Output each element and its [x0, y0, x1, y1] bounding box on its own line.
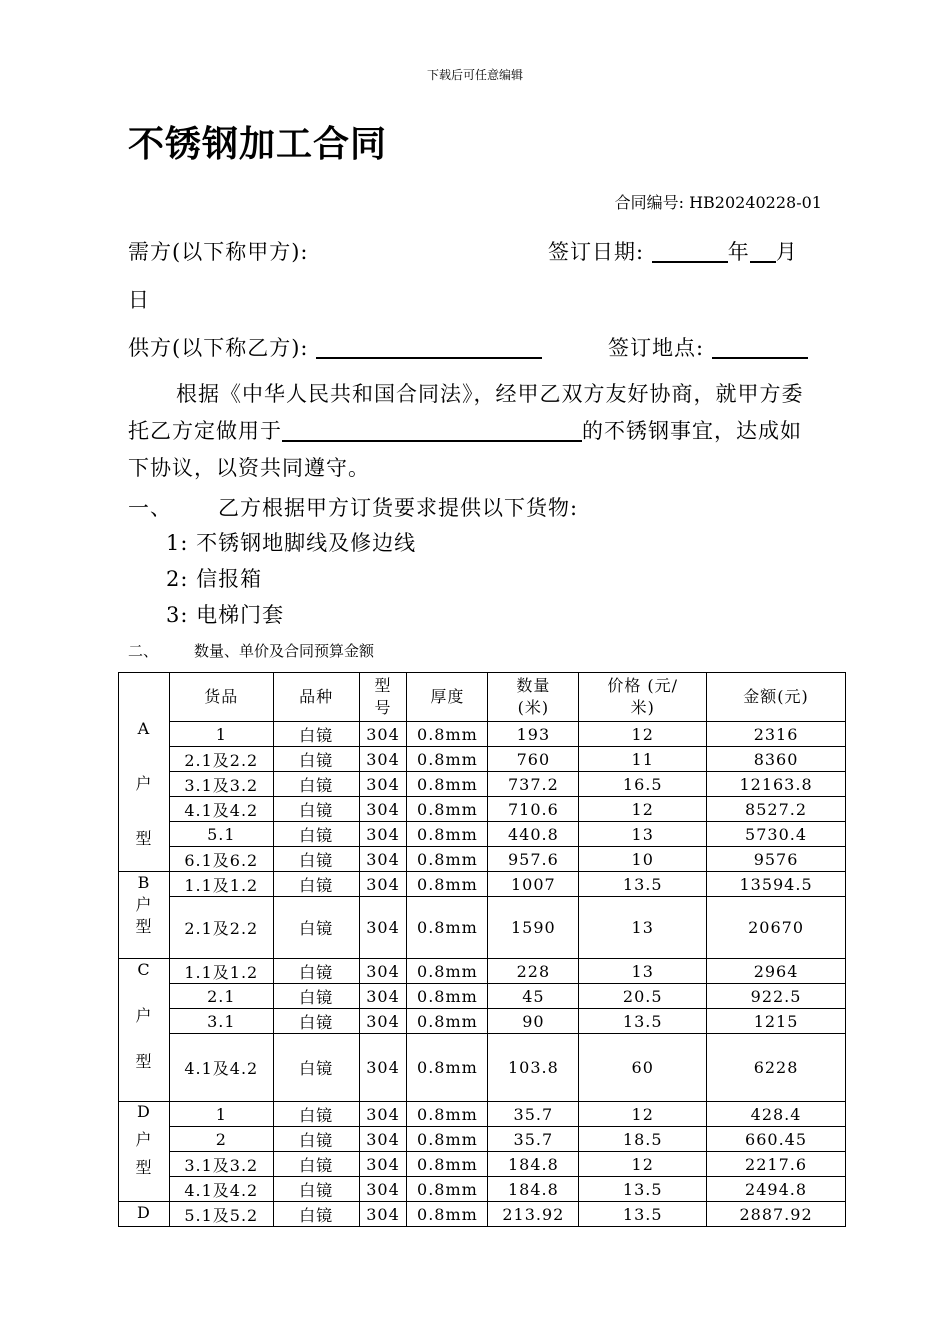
- intro-part1: 根据《中华人民共和国合同法》，经甲乙双方友好协商，就甲方委托乙方定做用于: [128, 382, 804, 443]
- table-cell: 922.5: [707, 984, 846, 1009]
- table-cell: 白镜: [273, 797, 359, 822]
- table-cell: 228: [488, 959, 579, 984]
- table-row: [119, 959, 846, 984]
- goods-table: [118, 672, 846, 1227]
- table-cell: 0.8mm: [407, 1202, 488, 1227]
- table-cell: 5.1及5.2: [169, 1202, 273, 1227]
- group-a-hu: 户: [135, 774, 153, 793]
- table-cell: 13.5: [579, 1202, 707, 1227]
- section1-text: 乙方根据甲方订货要求提供以下货物:: [218, 496, 579, 520]
- table-cell: 11: [579, 747, 707, 772]
- table-cell: 白镜: [273, 847, 359, 872]
- table-cell: 660.45: [707, 1127, 846, 1152]
- table-cell: 2316: [707, 722, 846, 747]
- table-cell: 0.8mm: [407, 1127, 488, 1152]
- table-cell: 0.8mm: [407, 747, 488, 772]
- table-row: [119, 747, 846, 772]
- table-cell: 0.8mm: [407, 797, 488, 822]
- table-cell: 184.8: [488, 1177, 579, 1202]
- table-cell: 710.6: [488, 797, 579, 822]
- table-cell: 13594.5: [707, 872, 846, 897]
- table-cell: 304: [359, 872, 407, 897]
- sign-date: [548, 236, 798, 266]
- table-cell: 304: [359, 1152, 407, 1177]
- table-cell: 304: [359, 959, 407, 984]
- table-cell: 白镜: [273, 822, 359, 847]
- table-cell: 304: [359, 847, 407, 872]
- table-row: [119, 1152, 846, 1177]
- table-row: [119, 1177, 846, 1202]
- table-cell: 0.8mm: [407, 959, 488, 984]
- party-b-blank[interactable]: [316, 337, 542, 359]
- section2-heading: [128, 640, 374, 661]
- page-header: 下载后可任意编辑: [426, 68, 523, 82]
- table-cell: 0.8mm: [407, 872, 488, 897]
- day-label: 日: [128, 288, 150, 312]
- sign-place-label: 签订地点:: [608, 336, 705, 360]
- table-cell: 13.5: [579, 1177, 707, 1202]
- table-cell: 白镜: [273, 897, 359, 959]
- table-cell: 957.6: [488, 847, 579, 872]
- table-cell: 0.8mm: [407, 1177, 488, 1202]
- table-cell: 304: [359, 1177, 407, 1202]
- table-cell: 304: [359, 984, 407, 1009]
- table-cell: 4.1及4.2: [169, 1034, 273, 1102]
- intro-part2: 的不锈钢事宜，达成如下协议，以资共同遵守。: [128, 419, 802, 480]
- header-thickness: 厚度: [407, 673, 488, 722]
- table-cell: 8360: [707, 747, 846, 772]
- table-cell: 10: [579, 847, 707, 872]
- table-cell: 13: [579, 897, 707, 959]
- table-cell: 2887.92: [707, 1202, 846, 1227]
- table-cell: 0.8mm: [407, 772, 488, 797]
- sign-place-blank[interactable]: [712, 337, 808, 359]
- table-cell: 9576: [707, 847, 846, 872]
- header-qty: 数量 (米): [488, 673, 579, 722]
- table-cell: 13: [579, 822, 707, 847]
- table-cell: 白镜: [273, 984, 359, 1009]
- table-cell: 4.1及4.2: [169, 1177, 273, 1202]
- table-cell: 3.1及3.2: [169, 772, 273, 797]
- table-cell: 13.5: [579, 1009, 707, 1034]
- table-cell: 90: [488, 1009, 579, 1034]
- table-row: [119, 984, 846, 1009]
- year-label: 年: [727, 240, 750, 264]
- group-a-cell: [119, 673, 170, 872]
- section1-item-3: 3: 电梯门套: [166, 603, 285, 627]
- table-cell: 13.5: [579, 872, 707, 897]
- party-b-label: 供方(以下称乙方):: [128, 336, 309, 360]
- table-cell: 0.8mm: [407, 1034, 488, 1102]
- table-cell: 3.1: [169, 1009, 273, 1034]
- table-cell: 304: [359, 722, 407, 747]
- table-cell: 白镜: [273, 1202, 359, 1227]
- table-cell: 0.8mm: [407, 1152, 488, 1177]
- table-cell: 304: [359, 747, 407, 772]
- table-cell: 0.8mm: [407, 722, 488, 747]
- table-cell: 0.8mm: [407, 1009, 488, 1034]
- table-cell: 12163.8: [707, 772, 846, 797]
- table-cell: 304: [359, 772, 407, 797]
- table-cell: 304: [359, 797, 407, 822]
- table-cell: 12: [579, 1152, 707, 1177]
- table-cell: 白镜: [273, 722, 359, 747]
- sign-date-label: 签订日期:: [548, 240, 645, 264]
- table-cell: 304: [359, 1127, 407, 1152]
- sign-place: [608, 332, 808, 362]
- table-cell: 4.1及4.2: [169, 797, 273, 822]
- table-cell: 18.5: [579, 1127, 707, 1152]
- table-cell: 1.1及1.2: [169, 872, 273, 897]
- group-d2-cell: D: [119, 1202, 170, 1227]
- table-cell: 60: [579, 1034, 707, 1102]
- contract-number: 合同编号: HB20240228-01: [614, 193, 822, 212]
- table-cell: 20670: [707, 897, 846, 959]
- table-cell: 213.92: [488, 1202, 579, 1227]
- table-cell: 白镜: [273, 1034, 359, 1102]
- table-cell: 白镜: [273, 1177, 359, 1202]
- table-cell: 304: [359, 1202, 407, 1227]
- month-label: 月: [775, 240, 798, 264]
- table-cell: 35.7: [488, 1127, 579, 1152]
- table-cell: 2.1及2.2: [169, 747, 273, 772]
- table-cell: 2.1及2.2: [169, 897, 273, 959]
- table-row: [119, 797, 846, 822]
- header-goods: 货品: [169, 673, 273, 722]
- table-cell: 35.7: [488, 1102, 579, 1127]
- table-cell: 白镜: [273, 1127, 359, 1152]
- table-cell: 16.5: [579, 772, 707, 797]
- table-cell: 白镜: [273, 747, 359, 772]
- table-cell: 20.5: [579, 984, 707, 1009]
- table-cell: 12: [579, 797, 707, 822]
- table-row: [119, 772, 846, 797]
- table-cell: 103.8: [488, 1034, 579, 1102]
- purpose-blank[interactable]: [282, 420, 582, 442]
- table-cell: 白镜: [273, 772, 359, 797]
- table-cell: 8527.2: [707, 797, 846, 822]
- party-a-label: 需方(以下称甲方):: [128, 240, 309, 264]
- header-price: 价格 (元/ 米): [579, 673, 707, 722]
- table-cell: 6228: [707, 1034, 846, 1102]
- section1-item-2: 2: 信报箱: [166, 567, 263, 591]
- table-cell: 12: [579, 722, 707, 747]
- table-cell: 2217.6: [707, 1152, 846, 1177]
- table-cell: 0.8mm: [407, 847, 488, 872]
- intro-paragraph: [128, 376, 822, 487]
- table-cell: 304: [359, 897, 407, 959]
- group-a-letter: A: [137, 719, 151, 738]
- table-cell: 白镜: [273, 1102, 359, 1127]
- table-cell: 2964: [707, 959, 846, 984]
- table-cell: 13: [579, 959, 707, 984]
- party-b: [128, 332, 542, 362]
- table-cell: 428.4: [707, 1102, 846, 1127]
- table-cell: 1590: [488, 897, 579, 959]
- header-variety: 品种: [273, 673, 359, 722]
- table-cell: 2: [169, 1127, 273, 1152]
- header-model: 型 号: [359, 673, 407, 722]
- table-cell: 白镜: [273, 1009, 359, 1034]
- month-blank[interactable]: [750, 241, 776, 263]
- section2-num: 二、: [128, 642, 159, 660]
- table-row: [119, 1202, 846, 1227]
- table-cell: 1.1及1.2: [169, 959, 273, 984]
- table-row: [119, 722, 846, 747]
- group-d1-cell: D 户 型: [119, 1102, 170, 1202]
- table-cell: 白镜: [273, 1152, 359, 1177]
- table-cell: 5730.4: [707, 822, 846, 847]
- table-cell: 0.8mm: [407, 1102, 488, 1127]
- table-cell: 0.8mm: [407, 984, 488, 1009]
- group-b-cell: B 户 型: [119, 872, 170, 959]
- table-cell: 白镜: [273, 872, 359, 897]
- section2-text: 数量、单价及合同预算金额: [194, 642, 375, 660]
- table-cell: 304: [359, 1102, 407, 1127]
- table-cell: 737.2: [488, 772, 579, 797]
- table-cell: 0.8mm: [407, 897, 488, 959]
- table-row: [119, 1034, 846, 1102]
- table-row: [119, 1009, 846, 1034]
- table-cell: 2.1: [169, 984, 273, 1009]
- table-cell: 193: [488, 722, 579, 747]
- table-cell: 1007: [488, 872, 579, 897]
- table-cell: 304: [359, 1034, 407, 1102]
- header-amount: 金额(元): [707, 673, 846, 722]
- table-row: [119, 847, 846, 872]
- table-cell: 45: [488, 984, 579, 1009]
- section1-heading: [128, 492, 578, 522]
- table-cell: 6.1及6.2: [169, 847, 273, 872]
- contract-title: 不锈钢加工合同: [128, 124, 388, 165]
- table-cell: 2494.8: [707, 1177, 846, 1202]
- table-row: [119, 1102, 846, 1127]
- table-row: [119, 872, 846, 897]
- table-header-row: [119, 673, 846, 722]
- table-cell: 白镜: [273, 959, 359, 984]
- section1-item-1: 1: 不锈钢地脚线及修边线: [166, 531, 417, 555]
- year-blank[interactable]: [652, 241, 728, 263]
- table-cell: 304: [359, 1009, 407, 1034]
- table-cell: 184.8: [488, 1152, 579, 1177]
- table-cell: 1: [169, 722, 273, 747]
- table-cell: 440.8: [488, 822, 579, 847]
- group-a-xing: 型: [135, 829, 153, 848]
- table-cell: 1: [169, 1102, 273, 1127]
- table-cell: 1215: [707, 1009, 846, 1034]
- table-cell: 3.1及3.2: [169, 1152, 273, 1177]
- table-cell: 0.8mm: [407, 822, 488, 847]
- section1-num: 一、: [128, 496, 172, 520]
- table-cell: 5.1: [169, 822, 273, 847]
- table-cell: 12: [579, 1102, 707, 1127]
- table-row: [119, 897, 846, 959]
- table-cell: 760: [488, 747, 579, 772]
- group-c-cell: C 户 型: [119, 959, 170, 1102]
- table-row: [119, 1127, 846, 1152]
- table-row: [119, 822, 846, 847]
- table-cell: 304: [359, 822, 407, 847]
